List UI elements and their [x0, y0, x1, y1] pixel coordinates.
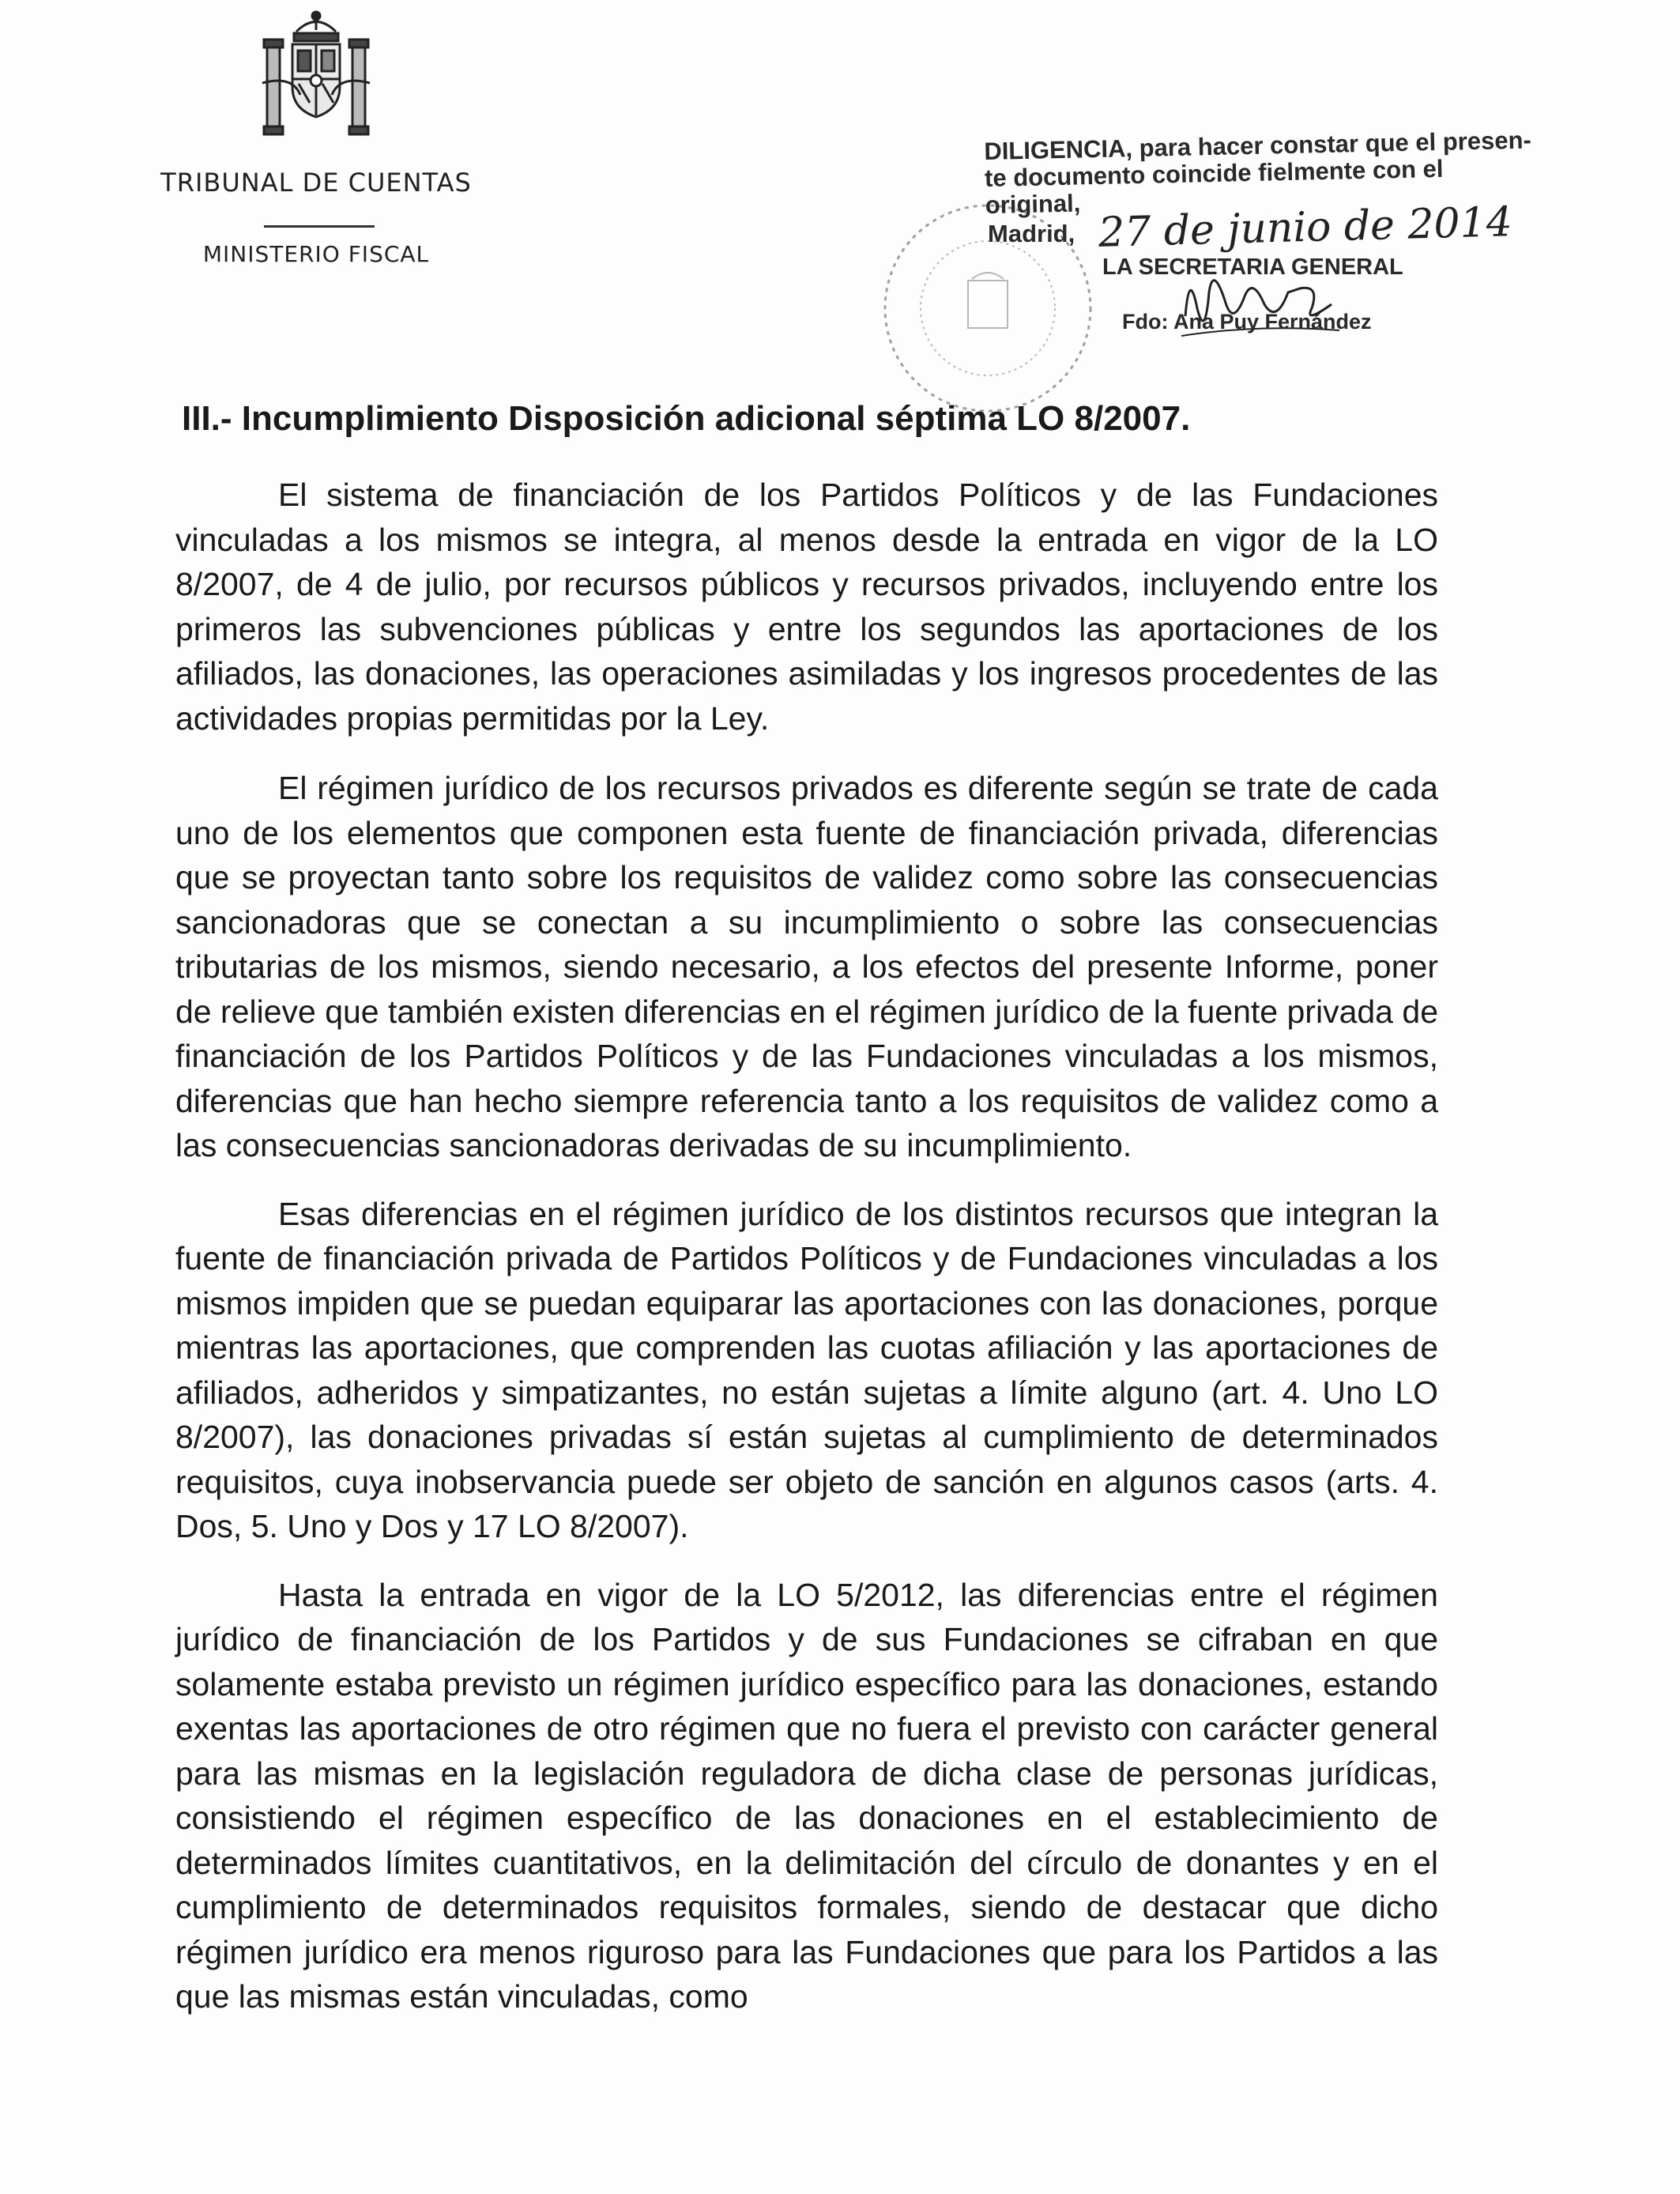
handwritten-signature [1170, 261, 1351, 348]
header-divider [264, 225, 375, 228]
secretary-title: LA SECRETARIA GENERAL [1102, 254, 1403, 280]
certification-line-3: original, [985, 189, 1081, 219]
stamp-city: Madrid, [988, 220, 1075, 247]
handwritten-date: 27 de junio de 2014 [1098, 198, 1513, 257]
department-name: MINISTERIO FISCAL [202, 241, 430, 267]
paragraph: Esas diferencias en el régimen jurídico de los distintos recursos que integran la fuente de financiación privada de Partidos Políticos y de Fundaciones vinculadas a los mismos impiden que se puedan equiparar las aportaciones con las donaciones, porque mientras las aportaciones, que comprenden las cuotas afiliación y las aportaciones de afiliados, adheridos y simpatizantes, no están sujetas a límite alguno (art. 4. Uno LO 8/2007), las donaciones privadas sí están sujetas al cumplimiento de determinados requisitos, cuya inobservancia puede ser objeto de sanción en algunos casos (arts. 4. Dos, 5. Uno y Dos y 17 LO 8/2007). [175, 1195, 1438, 1544]
paragraph: Hasta la entrada en vigor de la LO 5/2012, las diferencias entre el régimen jurídico de financiación de los Partidos y de sus Fundaciones se cifraban en que solamente estaba previsto un régimen jurídico específico para las donaciones, estando exentas las aportaciones de otro régimen que no fuera el previsto con carácter general para las mismas en la legislación reguladora de dicha clase de personas jurídicas, consistiendo el régimen específico de las donaciones en el establecimiento de determinados límites cuantitativos, en la delimitación del círculo de donantes y en el cumplimiento de determinados requisitos formales, siendo de destacar que dicho régimen jurídico era menos riguroso para las Fundaciones que para los Partidos a las que las mismas están vinculadas, como [175, 1576, 1438, 2015]
document-body [175, 473, 1438, 2043]
certification-line-1: DILIGENCIA, para hacer constar que el presen- [983, 126, 1532, 165]
paragraph: El régimen jurídico de los recursos privados es diferente según se trate de cada uno de los elementos que componen esta fuente de financiación privada, diferencias que se proyectan tanto sobre los requisitos de validez como sobre las consecuencias sancionadoras que se conectan a su incumplimiento o sobre las consecuencias tributarias de los mismos, siendo necesario, a los efectos del presente Informe, poner de relieve que también existen diferencias en el régimen jurídico de la fuente privada de financiación de los Partidos Políticos y de las Fundaciones vinculadas a los mismos, diferencias que han hecho siempre referencia tanto a los requisitos de validez como a las consecuencias sancionadoras derivadas de su incumplimiento. [175, 770, 1438, 1163]
signer-name: Fdo: Ana Puy Fernández [1122, 310, 1372, 334]
coat-of-arms-icon [261, 8, 371, 142]
section-title: III.- Incumplimiento Disposición adicional séptima LO 8/2007. [182, 399, 1191, 438]
certification-line-2: te documento coincide fielmente con el [984, 154, 1444, 192]
institution-name: TRIBUNAL DE CUENTAS [160, 168, 472, 198]
paragraph: El sistema de financiación de los Partidos Políticos y de las Fundaciones vinculadas a los mismos se integra, al menos desde la entrada en vigor de la LO 8/2007, de 4 de julio, por recursos públicos y recursos privados, incluyendo entre los primeros las subvenciones públicas y entre los segundos las aportaciones de los afiliados, las donaciones, las operaciones asimiladas y los ingresos procedentes de las actividades propias permitidas por la Ley. [175, 477, 1438, 737]
